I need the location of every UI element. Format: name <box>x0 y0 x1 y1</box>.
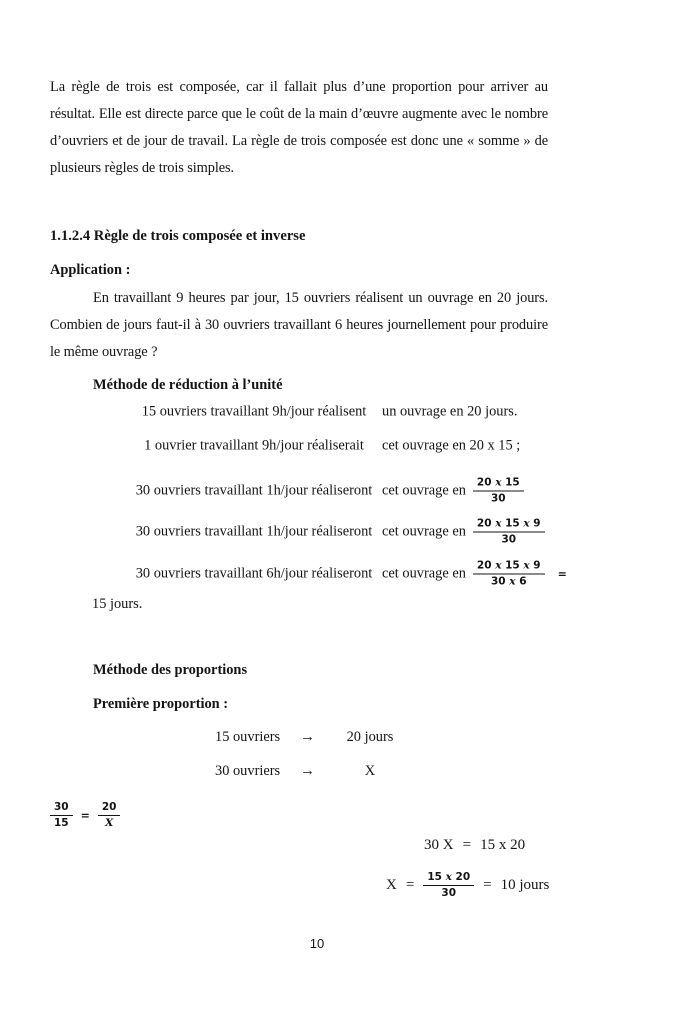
fraction-numerator: 20 x 15 x 9 <box>473 518 545 533</box>
fraction-denominator: 30 x 6 <box>491 575 527 588</box>
solve-equation-1 <box>424 837 525 854</box>
equals-sign: = <box>462 837 472 853</box>
equation-rhs: 15 x 20 <box>480 837 526 853</box>
proportion-equation <box>50 795 120 835</box>
reduction-method-heading: Méthode de réduction à l’unité <box>93 377 283 393</box>
fraction-numerator: 15 x 20 <box>423 871 474 886</box>
fraction-numerator: 20 x 15 <box>473 477 524 492</box>
reduction-row-right <box>382 518 545 547</box>
fraction <box>98 801 121 830</box>
reduction-row-right <box>382 560 567 589</box>
fraction <box>423 871 474 900</box>
right-arrow-icon: → <box>300 763 315 779</box>
reduction-row <box>0 512 700 552</box>
fraction-denominator: 30 <box>501 533 517 546</box>
fraction-numerator: 20 <box>98 801 121 816</box>
reduction-row <box>0 401 700 423</box>
reduction-row-text: cet ouvrage en <box>382 565 466 582</box>
proportion-left: 15 ouvriers <box>215 729 281 745</box>
reduction-row <box>0 471 700 511</box>
reduction-row-text: cet ouvrage en <box>382 482 466 499</box>
equals-sign: = <box>557 567 567 581</box>
reduction-row-left: 30 ouvriers travaillant 6h/jour réaliseront <box>135 565 373 582</box>
reduction-row-right: cet ouvrage en 20 x 15 ; <box>382 437 521 454</box>
reduction-row-left: 30 ouvriers travaillant 1h/jour réaliseront <box>135 482 373 499</box>
section-heading: 1.1.2.4 Règle de trois composée et inverse <box>50 228 306 244</box>
reduction-row-left: 15 ouvriers travaillant 9h/jour réalisent <box>141 403 367 420</box>
reduction-row-left: 1 ouvrier travaillant 9h/jour réaliserait <box>144 437 364 454</box>
application-label: Application : <box>50 262 131 278</box>
proportion-right: 20 jours <box>346 729 394 745</box>
problem-paragraph: En travaillant 9 heures par jour, 15 ouvriers réalisent un ouvrage en 20 jours. Combien de jours faut-il à 30 ouvriers travaillant 6 heures journellement pour produire le même ouvrage ? <box>50 290 548 360</box>
fraction <box>473 477 524 506</box>
equation-lhs: X <box>386 876 397 893</box>
reduction-row-right <box>382 477 524 506</box>
fraction-denominator: 30 <box>441 886 457 899</box>
fraction-denominator: 30 <box>491 492 506 505</box>
proportion-right: X <box>364 763 376 779</box>
fraction-denominator: 15 <box>54 816 69 829</box>
first-proportion-label: Première proportion : <box>93 696 229 712</box>
fraction <box>473 518 545 547</box>
reduction-row-right: un ouvrage en 20 jours. <box>382 403 518 420</box>
equals-sign: = <box>483 876 492 893</box>
equals-sign: = <box>80 808 90 822</box>
intro-paragraph: La règle de trois est composée, car il fallait plus d’une proportion pour arriver au résultat. Elle est directe parce que le coût de la main d’œuvre augmente avec le nombre d’ouvriers et de jour de travail. La règle de trois composée est donc une « somme » de plusieurs règles de trois simples. <box>50 79 548 176</box>
fraction <box>50 801 73 830</box>
equation-result: 10 jours <box>500 876 550 893</box>
proportion-row <box>0 729 700 749</box>
equation-lhs: 30 X <box>424 837 454 853</box>
fraction-denominator: X <box>105 816 114 829</box>
solve-equation-2 <box>386 864 549 906</box>
fraction-numerator: 30 <box>50 801 73 816</box>
reduction-result: 15 jours. <box>92 596 143 612</box>
fraction <box>473 560 545 589</box>
proportion-row <box>0 763 700 783</box>
reduction-row-text: cet ouvrage en <box>382 523 466 540</box>
right-arrow-icon: → <box>300 729 315 745</box>
reduction-row <box>0 435 700 457</box>
proportion-left: 30 ouvriers <box>215 763 281 779</box>
reduction-row <box>0 554 700 594</box>
page-number: 10 <box>309 936 325 951</box>
proportions-method-heading: Méthode des proportions <box>93 662 248 678</box>
equals-sign: = <box>405 876 415 893</box>
reduction-row-left: 30 ouvriers travaillant 1h/jour réaliseront <box>135 523 373 540</box>
fraction-numerator: 20 x 15 x 9 <box>473 560 545 575</box>
